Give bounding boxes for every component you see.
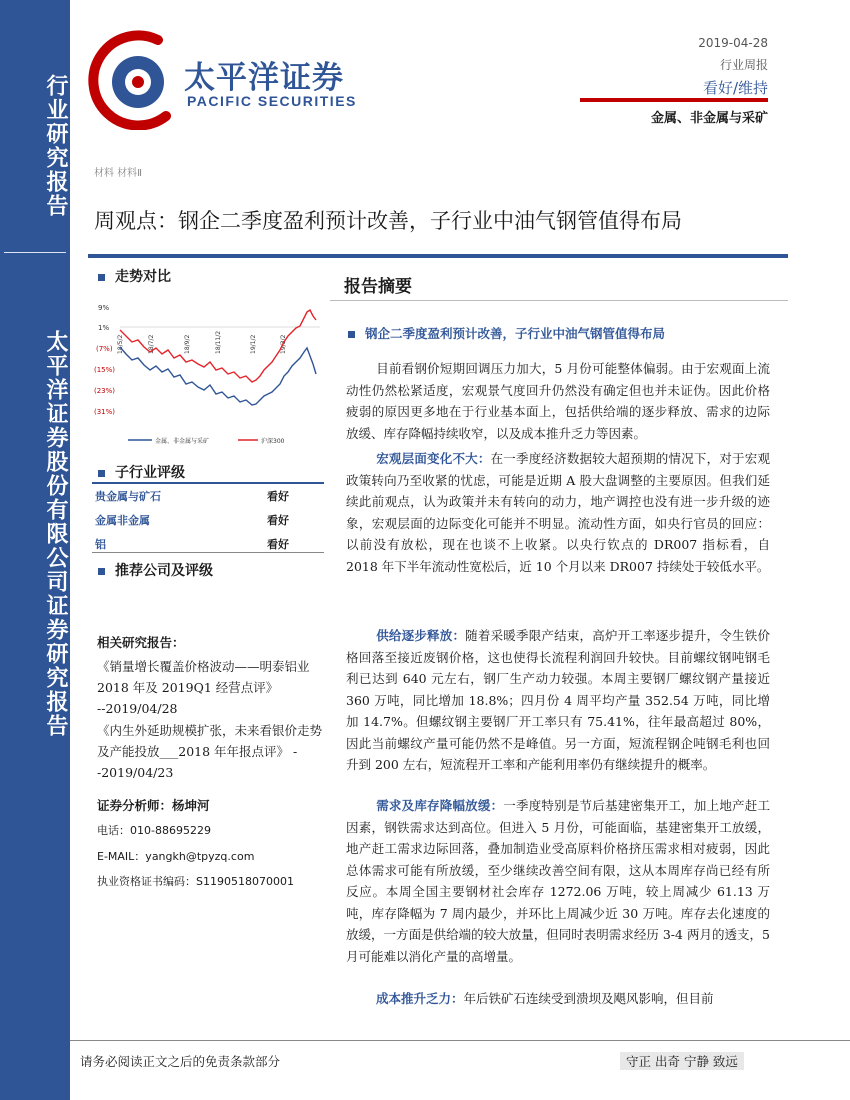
- recommend-heading: [98, 560, 213, 580]
- x-tick: 18/9/2: [184, 334, 191, 354]
- y-tick: 1%: [98, 324, 110, 332]
- p2-text: 在一季度经济数据较大超预期的情况下，对于宏观政策转向乃至收紧的忧虑，可能是近期 A 股大盘调整的主要原因。但我们延续此前观点，认为政策并未有转向的动力，地产调控也没有进一步升级的迹象，宏观层面的边际变化可能并不明显。流动性方面，如央行官员的回应：以前没有放松，现在也谈不上收紧。以央行钦点的 DR007 指标看，自 2018 年下半年流动性宽松后，近 10 个月以来 DR007 持续处于较低水平。: [346, 451, 770, 574]
- square-bullet-icon: [98, 470, 105, 477]
- company-logo: [88, 20, 178, 130]
- sub-industry-heading: [98, 462, 185, 482]
- table-row: [94, 508, 322, 532]
- y-tick: (23%): [94, 387, 116, 395]
- rating-table-bottom-rule: [92, 552, 324, 553]
- row-name: 贵金属与矿石: [95, 490, 161, 503]
- related-report-1-title[interactable]: 《销量增长覆盖价格波动——明泰铝业 2018 年及 2019Q1 经营点评》: [97, 659, 310, 695]
- related-report-1-date: --2019/04/28: [97, 701, 178, 716]
- p5-text: 年后铁矿石连续受到溃坝及飓风影响，但目前: [463, 991, 714, 1006]
- logo-en-text: PACIFIC SECURITIES: [187, 93, 357, 109]
- p2-lead: 宏观层面变化不大：: [376, 451, 491, 466]
- recommend-heading-text: 推荐公司及评级: [115, 563, 213, 579]
- industry-name: 金属、非金属与采矿: [650, 111, 768, 126]
- category-breadcrumb: 材料 材料Ⅱ: [94, 168, 143, 179]
- row-rating: 看好: [267, 538, 289, 551]
- related-report-2-date: --2019/04/23: [97, 744, 298, 780]
- logo-cn-text: 太平洋证券: [184, 60, 344, 96]
- summary-paragraph-4: [346, 795, 770, 967]
- p4-text: 一季度特别是节后基建密集开工，加上地产赶工因素，钢铁需求达到高位。但进入 5 月份，可能面临，基建密集开工放缓，地产赶工需求边际回落，叠加制造业受高原料价格挤压需求相对疲弱，因此总体需求可能有所放缓，至少继续改善空间有限，这从本周库存尚已经有所反应。本周全国主要钢材社会库存 1272.06 万吨，较上周减少 61.13 万吨，库存降幅为 7 周内最少，并环比上周减少近 30 万吨。库存去化速度的放缓，一方面是供给端的较大放量，但同时表明需求经历 3-4 两月的透支，5 月可能难以消化产量的高增量。: [346, 798, 770, 964]
- p5-lead: 成本推升乏力：: [376, 991, 464, 1006]
- row-name: 铝: [95, 538, 106, 551]
- row-rating: 看好: [267, 514, 289, 527]
- analyst-name: 证券分析师：杨坤河: [97, 798, 210, 813]
- report-date: 2019-04-28: [698, 36, 768, 50]
- y-tick: 9%: [98, 304, 110, 312]
- y-tick: (7%): [96, 345, 113, 353]
- summary-paragraph-5: [346, 988, 770, 1010]
- series-metal-line: [120, 347, 316, 405]
- analyst-phone: 电话：010-88695229: [97, 824, 211, 837]
- footer-disclaimer: 请务必阅读正文之后的免责条款部分: [80, 1054, 281, 1069]
- left-sidebar-band: [0, 0, 70, 1100]
- summary-paragraph-2: [346, 448, 770, 577]
- y-tick: (31%): [94, 408, 116, 416]
- x-tick: 18/7/2: [148, 334, 155, 354]
- x-tick: 19/1/2: [250, 334, 257, 354]
- analyst-cert: 执业资格证书编码：S1190518070001: [97, 875, 294, 888]
- related-report-1[interactable]: [97, 656, 325, 719]
- industry-rating: 看好/维持: [702, 79, 768, 97]
- related-report-2-title[interactable]: 《内生外延助规模扩张，未来看银价走势及产能投放___2018 年年报点评》: [97, 723, 323, 759]
- legend-series2: 沪深300: [261, 438, 285, 445]
- sidebar-top-label: 行业研究报告: [43, 74, 69, 218]
- square-bullet-icon: [98, 274, 105, 281]
- row-name: 金属非金属: [95, 514, 150, 527]
- square-bullet-icon: [98, 568, 105, 575]
- related-heading: 相关研究报告：: [97, 635, 185, 650]
- title-divider: [88, 254, 788, 258]
- summary-heading: 报告摘要: [344, 277, 412, 297]
- x-tick: 18/11/2: [215, 330, 222, 354]
- summary-subheading-text: 钢企二季度盈利预计改善，子行业中油气钢管值得布局: [365, 326, 666, 341]
- p4-lead: 需求及库存降幅放缓：: [376, 798, 504, 813]
- x-tick: 18/5/2: [117, 334, 124, 354]
- square-bullet-icon: [348, 331, 355, 338]
- sidebar-bottom-label: 太平洋证券股份有限公司证券研究报告: [43, 330, 69, 738]
- trend-heading: [98, 266, 171, 286]
- footer-rule: [70, 1040, 850, 1041]
- related-report-2[interactable]: [97, 720, 325, 783]
- p1-text: 目前看钢价短期回调压力加大，5 月份可能整体偏弱。由于宏观面上流动性仍然松紧适度，宏观景气度回升仍然没有确定但也并未证伪。因此价格疲弱的原因更多地在于行业基本面上，包括供给端的逐步释放、需求的边际放缓、库存降幅持续收窄，以及成本推升乏力等因素。: [346, 361, 770, 441]
- trend-chart: [92, 292, 324, 452]
- row-rating: 看好: [267, 490, 289, 503]
- footer-motto: 守正 出奇 宁静 致远: [620, 1052, 744, 1070]
- report-type: 行业周报: [719, 58, 768, 72]
- logo-emblem-icon: [88, 20, 178, 130]
- sub-industry-table: [94, 484, 322, 556]
- summary-rule: [330, 300, 788, 301]
- analyst-email[interactable]: E-MAIL：yangkh@tpyzq.com: [97, 850, 255, 863]
- table-row: [94, 484, 322, 508]
- y-tick: (15%): [94, 366, 116, 374]
- header-accent-bar: [580, 98, 768, 102]
- p3-lead: 供给逐步释放：: [376, 628, 466, 643]
- summary-paragraph-3: [346, 625, 770, 776]
- summary-subheading: [348, 324, 665, 342]
- report-title: 周观点：钢企二季度盈利预计改善，子行业中油气钢管值得布局: [94, 209, 682, 233]
- x-tick: 19/3/2: [280, 334, 287, 354]
- legend-series1: 金属、非金属与采矿: [155, 438, 210, 445]
- sub-industry-heading-text: 子行业评级: [115, 465, 185, 481]
- p3-text: 随着采暖季限产结束，高炉开工率逐步提升，令生铁价格回落至接近废钢价格，这也使得长流程利润回升较快。目前螺纹钢吨钢毛利已达到 640 元左右，钢厂生产动力较强。本周主要钢厂螺纹钢产量接近 360 万吨，同比增加 18.8%；四月份 4 周平均产量 352.54 万吨，同比增加 14.7%。但螺纹钢主要钢厂开工率只有 75.41%，往年最高超过 80%，因此当前螺纹产量可能仍然不是峰值。另一方面，短流程钢企吨钢毛利也回升到 200 左右，短流程开工率和产能利用率仍有继续提升的概率。: [346, 628, 770, 772]
- sidebar-divider: [4, 252, 66, 253]
- summary-paragraph-1: [346, 358, 770, 444]
- trend-heading-text: 走势对比: [115, 269, 171, 285]
